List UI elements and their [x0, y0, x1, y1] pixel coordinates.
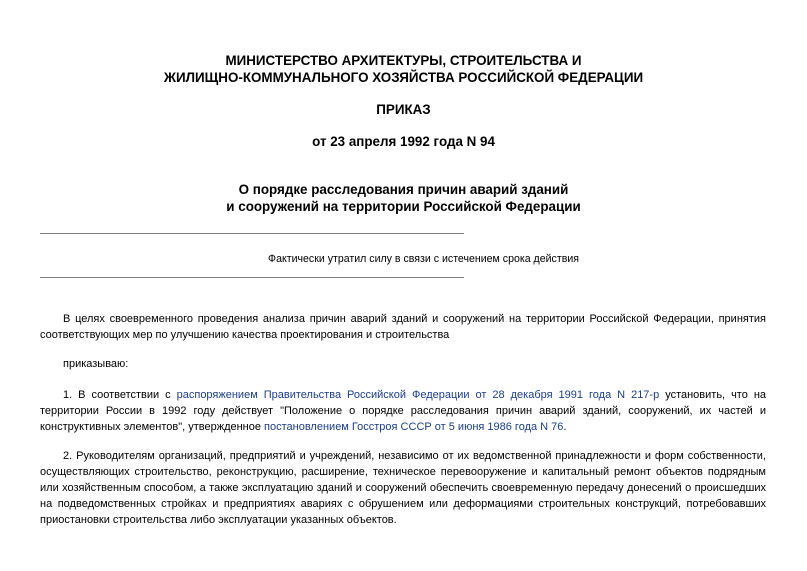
- document-date: от 23 апреля 1992 года N 94: [312, 134, 495, 149]
- ministry-line-2: ЖИЛИЩНО-КОММУНАЛЬНОГО ХОЗЯЙСТВА РОССИЙСКОЙ ФЕДЕРАЦИИ: [163, 70, 644, 85]
- government-order-link[interactable]: распоряжением Правительства Российской Федерации от 28 декабря 1991 года N 217-р: [176, 389, 660, 401]
- gosstroy-resolution-link[interactable]: постановлением Госстроя СССР от 5 июня 1986 года N 76: [264, 421, 564, 433]
- clause-2-paragraph: 2. Руководителям организаций, предприятий и учреждений, независимо от их ведомственной принадлежности и форм собственности, осуществляющих строительство, реконструкцию, расширение, техническое перевооружение и капитальный ремонт объектов подрядным или хозяйственным способом, а также эксплуатацию зданий и сооружений обеспечить своевременную передачу донесений о происшедших на подведомственных стройках и предприятиях авариях с обрушением или деформациями строительных конструкций, потребовавших приостановки строительства либо эксплуатации указанных объектов.: [40, 450, 766, 526]
- bottom-divider: [40, 277, 464, 278]
- title-line-1: О порядке расследования причин аварий зданий: [238, 182, 569, 197]
- clause-1-text-middle: установить, что на территории России в 1992 году действует "Положение о порядке расследования причин аварий зданий, сооружений, их частей и конструктивных элементов", утвержденное: [40, 389, 767, 433]
- clause-1-text-end: .: [563, 421, 567, 433]
- title-line-2: и сооружений на территории Российской Федерации: [226, 199, 581, 214]
- document-title: [0, 181, 807, 215]
- status-note: Фактически утратил силу в связи с истечением срока действия: [268, 253, 579, 265]
- clause-1-text-start: 1. В соответствии с: [63, 389, 177, 401]
- top-divider: [40, 233, 464, 234]
- ministry-name: [0, 52, 807, 86]
- order-word: приказываю:: [63, 358, 129, 370]
- document-type: ПРИКАЗ: [376, 102, 431, 117]
- clause-1-paragraph: [40, 387, 766, 435]
- ministry-line-1: МИНИСТЕРСТВО АРХИТЕКТУРЫ, СТРОИТЕЛЬСТВА И: [225, 53, 582, 68]
- preamble-paragraph: В целях своевременного проведения анализа причин аварий зданий и сооружений на территории Российской Федерации, принятия соответствующих мер по улучшению качества проектирования и строительства: [40, 313, 766, 341]
